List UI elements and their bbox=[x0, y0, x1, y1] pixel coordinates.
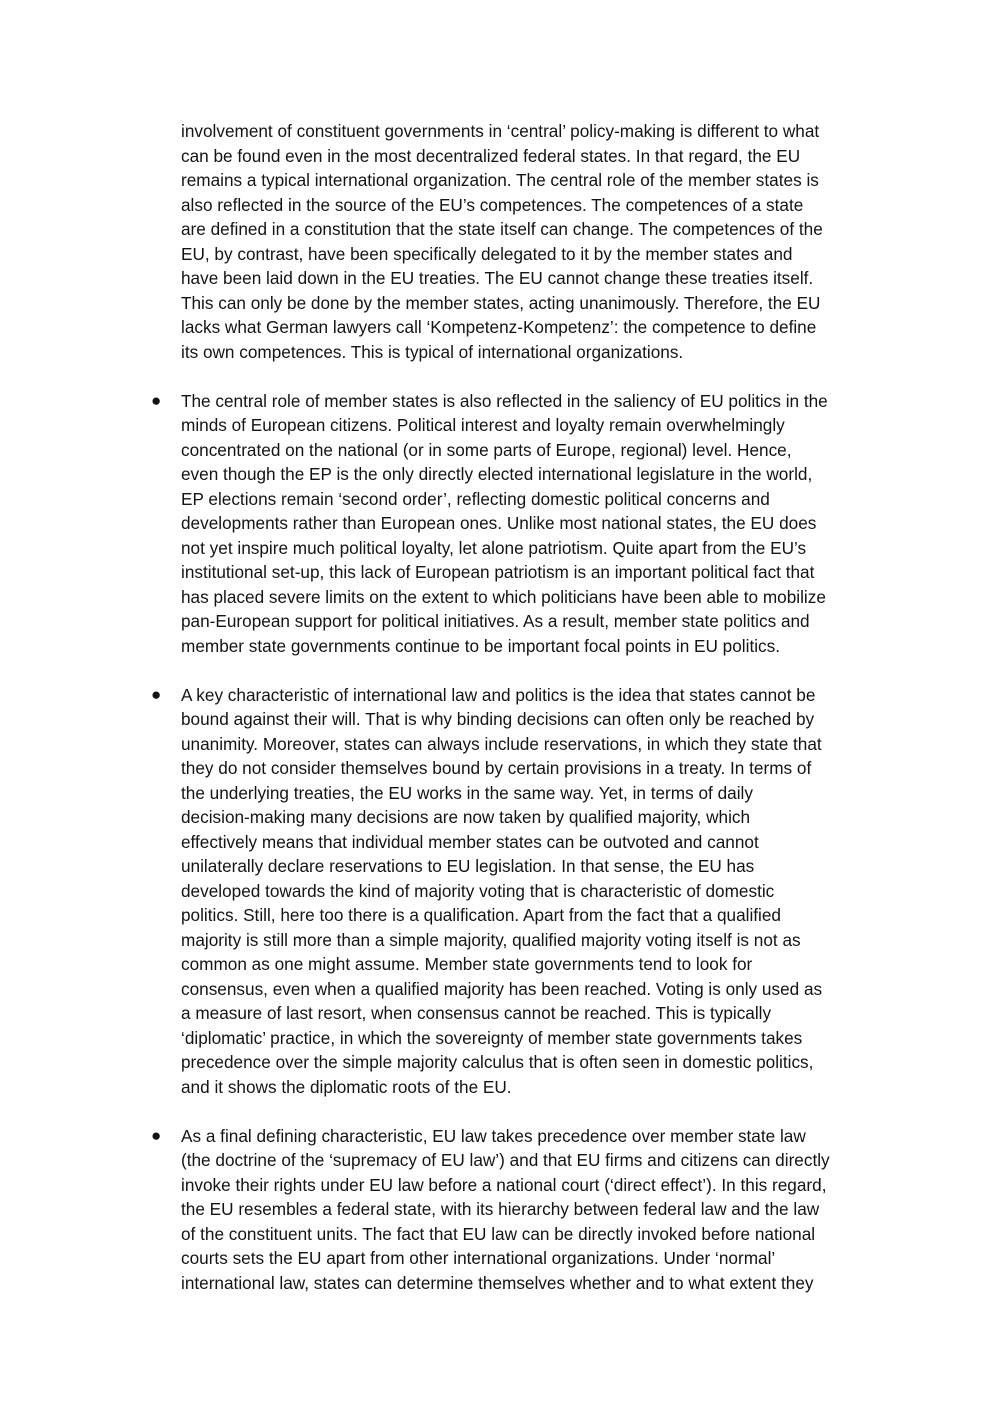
text-line: bound against their will. That is why binding decisions can often only be reached by bbox=[181, 709, 815, 729]
text-line: invoke their rights under EU law before a national court (‘direct effect’). In this regard, bbox=[181, 1174, 827, 1195]
text-line: can be found even in the most decentralized federal states. In that regard, the EU bbox=[181, 145, 801, 166]
text-line: involvement of constituent governments in ‘central’ policy-making is different to what bbox=[181, 121, 820, 141]
bullet-item-saliency bbox=[151, 389, 881, 659]
text-line: consensus, even when a qualified majority has been reached. Voting is only used as bbox=[181, 978, 823, 999]
text-line: even though the EP is the only directly elected international legislature in the world, bbox=[181, 464, 813, 484]
text-line: a measure of last resort, when consensus cannot be reached. This is typically bbox=[181, 1003, 772, 1023]
text-line: have been laid down in the EU treaties. The EU cannot change these treaties itself. bbox=[181, 268, 814, 288]
text-line: As a final defining characteristic, EU law takes precedence over member state law bbox=[181, 1125, 806, 1146]
text-line: politics. Still, here too there is a qualification. Apart from the fact that a qualified bbox=[181, 905, 781, 925]
text-line: the EU resembles a federal state, with its hierarchy between federal law and the law bbox=[181, 1199, 820, 1219]
text-line: A key characteristic of international law and politics is the idea that states cannot be bbox=[181, 684, 816, 705]
text-line: of the constituent units. The fact that EU law can be directly invoked before national bbox=[181, 1223, 816, 1244]
bullet-icon: ● bbox=[151, 1125, 162, 1145]
text-line: concentrated on the national (or in some parts of Europe, regional) level. Hence, bbox=[181, 439, 792, 460]
text-line: and it shows the diplomatic roots of the EU. bbox=[181, 1076, 512, 1097]
text-line: ‘diplomatic’ practice, in which the sovereignty of member state governments takes bbox=[181, 1027, 803, 1048]
text-line: member state governments continue to be important focal points in EU politics. bbox=[181, 635, 780, 656]
text-line: precedence over the simple majority calculus that is often seen in domestic politics, bbox=[181, 1052, 814, 1072]
text-line: This can only be done by the member states, acting unanimously. Therefore, the EU bbox=[181, 292, 821, 313]
text-line: EP elections remain ‘second order’, reflecting domestic political concerns and bbox=[181, 488, 770, 509]
text-line: developments rather than European ones. Unlike most national states, the EU does bbox=[181, 513, 817, 533]
text-line: (the doctrine of the ‘supremacy of EU law’) and that EU firms and citizens can directly bbox=[181, 1150, 830, 1170]
text-line: not yet inspire much political loyalty, let alone patriotism. Quite apart from the EU’s bbox=[181, 537, 807, 558]
paragraph-continuation bbox=[181, 119, 881, 364]
text-line: unanimity. Moreover, states can always include reservations, in which they state that bbox=[181, 733, 822, 754]
text-line: lacks what German lawyers call ‘Kompetenz-Kompetenz’: the competence to define bbox=[181, 317, 817, 337]
bullet-item-majority-voting bbox=[151, 683, 881, 1100]
text-line: effectively means that individual member states can be outvoted and cannot bbox=[181, 831, 759, 852]
text-line: developed towards the kind of majority voting that is characteristic of domestic bbox=[181, 880, 775, 901]
bullet-item-supremacy bbox=[151, 1124, 881, 1296]
text-line: international law, states can determine themselves whether and to what extent they bbox=[181, 1272, 814, 1293]
text-line: decision-making many decisions are now taken by qualified majority, which bbox=[181, 807, 751, 827]
text-line: institutional set-up, this lack of European patriotism is an important political fact that bbox=[181, 562, 815, 582]
text-line: the underlying treaties, the EU works in the same way. Yet, in terms of daily bbox=[181, 782, 753, 803]
text-line: are defined in a constitution that the state itself can change. The competences of the bbox=[181, 219, 823, 239]
text-line: The central role of member states is also reflected in the saliency of EU politics in the bbox=[181, 390, 828, 411]
text-line: remains a typical international organization. The central role of the member states is bbox=[181, 170, 819, 190]
document-body bbox=[151, 119, 881, 1295]
text-line: also reflected in the source of the EU’s competences. The competences of a state bbox=[181, 194, 804, 215]
text-line: has placed severe limits on the extent to which politicians have been able to mobilize bbox=[181, 586, 826, 607]
text-line: minds of European citizens. Political interest and loyalty remain overwhelmingly bbox=[181, 415, 785, 435]
text-line: pan-European support for political initiatives. As a result, member state politics and bbox=[181, 611, 810, 631]
bullet-icon: ● bbox=[151, 684, 162, 704]
text-line: they do not consider themselves bound by certain provisions in a treaty. In terms of bbox=[181, 758, 812, 778]
bullet-icon: ● bbox=[151, 390, 162, 410]
text-line: unilaterally declare reservations to EU legislation. In that sense, the EU has bbox=[181, 856, 755, 876]
text-line: EU, by contrast, have been specifically delegated to it by the member states and bbox=[181, 243, 793, 264]
text-line: majority is still more than a simple majority, qualified majority voting itself is not as bbox=[181, 929, 801, 950]
text-line: courts sets the EU apart from other international organizations. Under ‘normal’ bbox=[181, 1248, 776, 1268]
text-line: common as one might assume. Member state governments tend to look for bbox=[181, 954, 753, 974]
text-line: its own competences. This is typical of international organizations. bbox=[181, 341, 684, 362]
